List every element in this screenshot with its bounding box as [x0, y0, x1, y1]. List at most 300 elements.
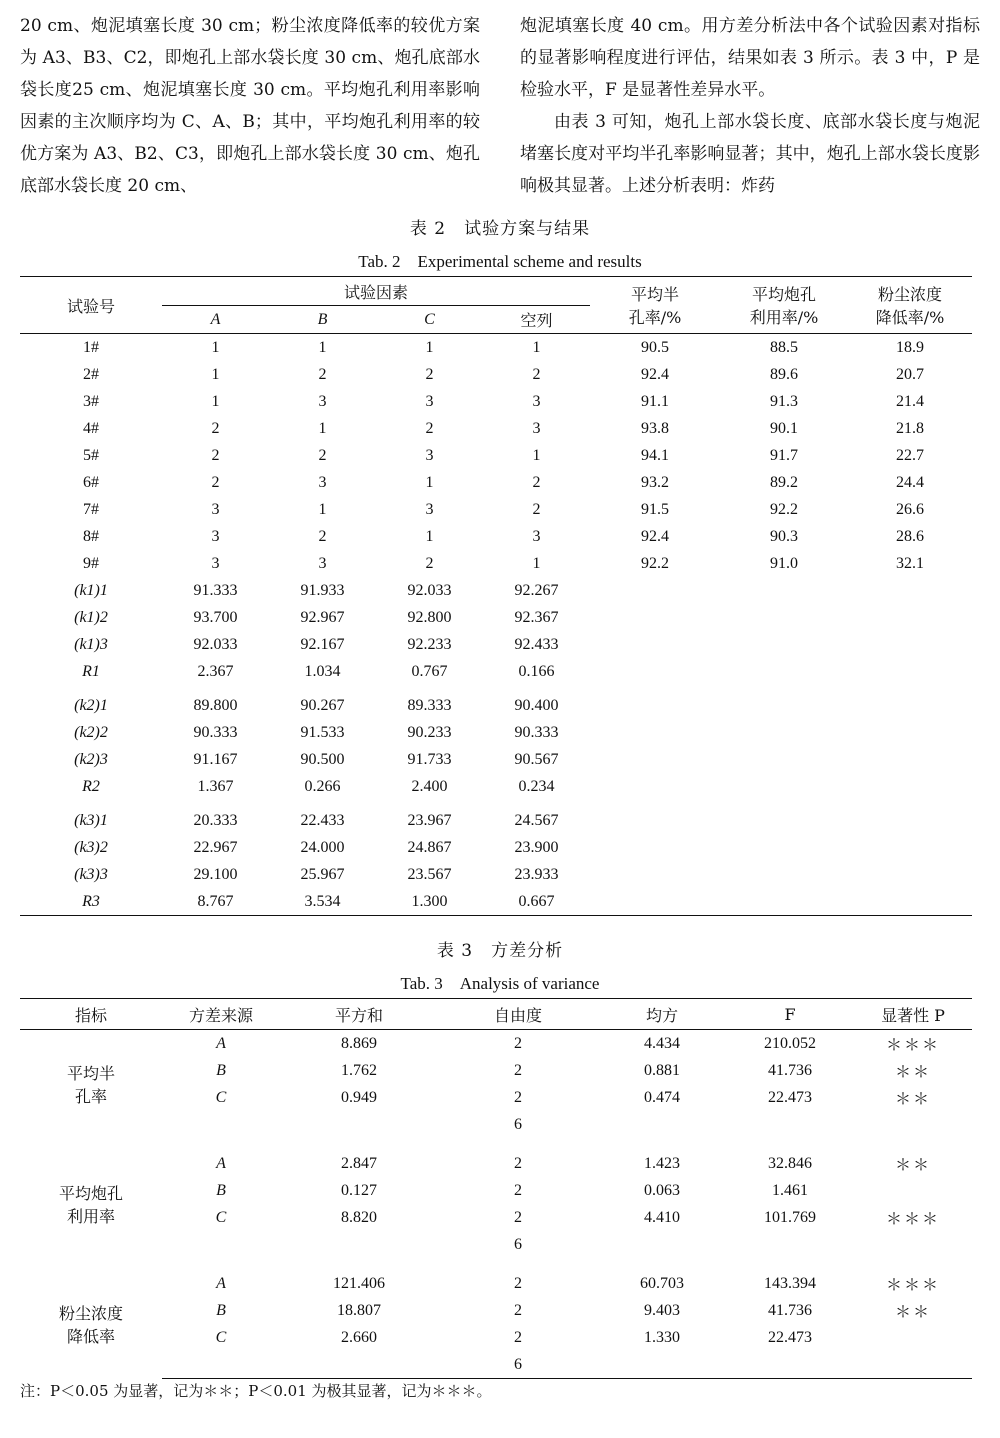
stat-value: 92.033 [193, 635, 238, 653]
stat-value: 91.933 [300, 581, 345, 599]
table-row [20, 1138, 972, 1177]
empty-cell [848, 577, 972, 604]
header-dust-line1: 粉尘浓度 [877, 285, 942, 304]
table-row [20, 1231, 972, 1258]
cell: 1 [318, 500, 327, 518]
cell: 41.736 [768, 1301, 812, 1319]
stat-value: 91.533 [300, 723, 345, 741]
empty-cell [590, 746, 720, 773]
stat-value: 2.367 [197, 662, 234, 680]
header-util-line2: 利用率/% [749, 308, 819, 327]
cell: 89.2 [770, 473, 798, 491]
cell: 22.7 [896, 446, 924, 464]
cell: 28.6 [896, 527, 924, 545]
cell: 2 [425, 419, 434, 437]
cell: 2 [425, 365, 434, 383]
empty-cell [720, 631, 848, 658]
header-factor-b: B [269, 306, 376, 334]
cell: 22.473 [768, 1328, 812, 1346]
right-column [520, 10, 980, 202]
header-util-line1: 平均炮孔 [751, 285, 816, 304]
indicator-line1: 平均炮孔 [58, 1184, 123, 1203]
cell: 2 [532, 365, 541, 383]
variance-source: A [216, 1274, 226, 1292]
indicator-name [20, 1258, 162, 1379]
stat-label: (k2)3 [74, 750, 108, 768]
cell [726, 1231, 854, 1258]
empty-cell [590, 685, 720, 719]
empty-cell [590, 834, 720, 861]
cell: 1.330 [644, 1328, 680, 1346]
cell: 143.394 [764, 1274, 816, 1292]
stat-label: (k2)1 [74, 696, 108, 714]
stat-row [20, 577, 972, 604]
variance-source: C [215, 1208, 227, 1226]
stat-value: 89.333 [407, 696, 452, 714]
table-row [20, 388, 972, 415]
empty-cell [848, 861, 972, 888]
empty-cell [720, 719, 848, 746]
table3-header-6: 显著性 P [854, 999, 972, 1030]
empty-cell [590, 658, 720, 685]
empty-cell [720, 577, 848, 604]
cell [280, 1351, 438, 1379]
cell: 3 [318, 392, 327, 410]
cell: 91.0 [770, 554, 798, 572]
stat-value: 0.667 [483, 888, 590, 916]
empty-cell [720, 800, 848, 834]
cell: 2 [318, 527, 327, 545]
table3-header-1: 方差来源 [162, 999, 280, 1030]
trial-number: 6# [83, 473, 99, 491]
empty-cell [720, 861, 848, 888]
variance-source: A [216, 1034, 226, 1052]
header-factors: 试验因素 [162, 277, 590, 306]
cell: 21.8 [896, 419, 924, 437]
cell: 1.423 [644, 1154, 680, 1172]
table-row [20, 1351, 972, 1379]
cell: 92.4 [641, 527, 669, 545]
cell: 3 [532, 419, 541, 437]
cell: 3 [211, 500, 220, 518]
cell: 2 [532, 473, 541, 491]
trial-number: 7# [83, 500, 99, 518]
stat-value: 90.333 [193, 723, 238, 741]
stat-value: 92.967 [300, 608, 345, 626]
header-factor-c: C [376, 306, 483, 334]
cell: 1.461 [772, 1181, 808, 1199]
stat-value: 20.333 [193, 811, 238, 829]
stat-value: 8.767 [162, 888, 269, 916]
cell: 41.736 [768, 1061, 812, 1079]
trial-number: 5# [83, 446, 99, 464]
empty-cell [590, 719, 720, 746]
cell: 2 [318, 446, 327, 464]
table-row [20, 1324, 972, 1351]
trial-number: 4# [83, 419, 99, 437]
cell: 1 [318, 419, 327, 437]
empty-cell [848, 604, 972, 631]
stat-value: 0.166 [518, 662, 555, 680]
cell: 6 [438, 1351, 598, 1379]
body-text [20, 0, 980, 205]
empty-cell [848, 658, 972, 685]
header-half-hole-rate [590, 277, 720, 334]
cell: 21.4 [896, 392, 924, 410]
significance: ＊＊ [894, 1091, 931, 1108]
left-column [20, 10, 480, 202]
cell: 3 [425, 392, 434, 410]
significance [854, 1231, 972, 1258]
cell [598, 1111, 726, 1138]
empty-cell [720, 685, 848, 719]
cell: 18.9 [896, 338, 924, 356]
table-row [20, 1111, 972, 1138]
cell [726, 1111, 854, 1138]
stat-value: 93.700 [193, 608, 238, 626]
header-factor-a: A [162, 306, 269, 334]
indicator-line2: 利用率 [66, 1207, 115, 1226]
cell: 32.1 [896, 554, 924, 572]
cell: 8.820 [341, 1208, 377, 1226]
cell: 1 [211, 392, 220, 410]
table3-header-4: 均方 [598, 999, 726, 1030]
cell: 1.762 [341, 1061, 377, 1079]
empty-cell [590, 888, 720, 916]
stat-value: 25.967 [300, 865, 345, 883]
empty-cell [590, 800, 720, 834]
table3-caption-zh: 表 3 方差分析 [436, 941, 564, 961]
cell: 1 [425, 338, 434, 356]
cell: 2 [514, 1181, 522, 1199]
cell [598, 1231, 726, 1258]
stat-value: 90.233 [407, 723, 452, 741]
cell: 90.3 [770, 527, 798, 545]
cell: 3 [425, 446, 434, 464]
indicator-line1: 粉尘浓度 [58, 1304, 123, 1324]
cell: 6 [514, 1235, 522, 1253]
stat-label: (k2)2 [74, 723, 108, 741]
stat-label: (k1)2 [74, 608, 108, 626]
stat-value: 90.333 [514, 723, 559, 741]
cell: 2 [425, 554, 434, 572]
cell: 2 [514, 1274, 522, 1292]
stat-label: (k3)2 [74, 838, 108, 856]
empty-cell [720, 888, 848, 916]
cell: 1 [425, 473, 434, 491]
table2-caption-en: Tab. 2 Experimental scheme and results [358, 252, 642, 271]
cell: 24.4 [896, 473, 924, 491]
table3-note: 注：P＜0.05 为显著，记为＊＊；P＜0.01 为极其显著，记为＊＊＊。 [20, 1382, 492, 1400]
cell: 3 [211, 527, 220, 545]
header-half-hole-line1: 平均半 [630, 285, 679, 304]
stat-row [20, 631, 972, 658]
cell: 3 [532, 527, 541, 545]
empty-cell [848, 800, 972, 834]
table-row [20, 442, 972, 469]
table-row [20, 1030, 972, 1058]
stat-label: R3 [20, 888, 162, 916]
indicator-line2: 孔率 [74, 1087, 107, 1106]
stat-label: (k1)1 [74, 581, 108, 599]
stat-row [20, 658, 972, 685]
stat-value: 29.100 [193, 865, 238, 883]
empty-cell [848, 746, 972, 773]
stat-row [20, 773, 972, 800]
empty-cell [848, 719, 972, 746]
table-row [20, 496, 972, 523]
significance: ＊＊ [894, 1157, 931, 1174]
empty-cell [848, 631, 972, 658]
stat-value: 24.867 [407, 838, 452, 856]
cell: 3 [425, 500, 434, 518]
trial-number: 1# [83, 338, 99, 356]
stat-value: 92.800 [407, 608, 452, 626]
header-dust-reduction [848, 277, 972, 334]
cell: 91.1 [641, 392, 669, 410]
stat-row [20, 888, 972, 916]
cell: 0.063 [644, 1181, 680, 1199]
table3-caption-en: Tab. 3 Analysis of variance [400, 974, 600, 993]
cell: 6 [514, 1115, 522, 1133]
empty-cell [848, 834, 972, 861]
table3-body [20, 1030, 972, 1379]
cell: 121.406 [333, 1274, 385, 1292]
stat-value: 23.967 [407, 811, 452, 829]
empty-cell [720, 834, 848, 861]
stat-value: 91.333 [193, 581, 238, 599]
stat-label: R1 [82, 662, 100, 680]
cell: 3 [532, 392, 541, 410]
stat-label: (k3)1 [74, 811, 108, 829]
cell: 0.474 [644, 1088, 680, 1106]
cell: 92.4 [641, 365, 669, 383]
cell: 2 [211, 446, 220, 464]
table3-header-5: F [726, 999, 854, 1030]
cell: 1 [425, 527, 434, 545]
empty-cell [720, 773, 848, 800]
variance-source: A [216, 1154, 226, 1172]
cell: 2 [211, 419, 220, 437]
cell: 9.403 [644, 1301, 680, 1319]
cell: 91.7 [770, 446, 798, 464]
stat-value: 3.534 [269, 888, 376, 916]
table2 [20, 276, 972, 916]
table-row [20, 1204, 972, 1231]
cell: 1 [532, 446, 541, 464]
stat-row [20, 604, 972, 631]
table2-caption-zh: 表 2 试验方案与结果 [409, 219, 591, 239]
stat-value: 23.933 [514, 865, 559, 883]
cell: 91.3 [770, 392, 798, 410]
cell: 2 [514, 1208, 522, 1226]
empty-cell [848, 773, 972, 800]
variance-source: C [215, 1088, 227, 1106]
trial-number: 9# [83, 554, 99, 572]
table3 [20, 998, 972, 1379]
cell: 93.8 [641, 419, 669, 437]
stat-value: 1.367 [197, 777, 234, 795]
variance-source [162, 1351, 280, 1379]
cell: 2 [514, 1088, 522, 1106]
cell: 92.2 [770, 500, 798, 518]
stat-label: R2 [82, 777, 100, 795]
cell: 8.869 [341, 1034, 377, 1052]
stat-value: 24.567 [514, 811, 559, 829]
cell: 94.1 [641, 446, 669, 464]
table-row [20, 1057, 972, 1084]
cell: 60.703 [640, 1274, 684, 1292]
significance [854, 1324, 972, 1351]
stat-value: 89.800 [193, 696, 238, 714]
variance-source: B [216, 1301, 226, 1319]
trial-number: 3# [83, 392, 99, 410]
stat-value: 0.234 [518, 777, 555, 795]
table3-header-2: 平方和 [280, 999, 438, 1030]
cell: 2 [514, 1328, 522, 1346]
right-paragraph-1: 炮泥填塞长度 40 cm。用方差分析法中各个试验因素对指标的显著影响程度进行评估，结果如表 3 所示。表 3 中，P 是检验水平，F 是显著性差异水平。 [520, 16, 980, 100]
cell: 2 [514, 1061, 522, 1079]
stat-label: (k3)3 [74, 865, 108, 883]
stat-row [20, 800, 972, 834]
table2-body [20, 334, 972, 916]
stat-value: 91.167 [193, 750, 238, 768]
cell: 26.6 [896, 500, 924, 518]
cell: 0.127 [341, 1181, 377, 1199]
stat-value: 0.266 [304, 777, 341, 795]
cell: 20.7 [896, 365, 924, 383]
cell: 2 [318, 365, 327, 383]
table-row [20, 1177, 972, 1204]
stat-value: 23.567 [407, 865, 452, 883]
cell: 4.410 [644, 1208, 680, 1226]
stat-value: 90.267 [300, 696, 345, 714]
stat-value: 91.733 [407, 750, 452, 768]
stat-value: 92.233 [407, 635, 452, 653]
empty-cell [590, 861, 720, 888]
significance: ＊＊＊ [885, 1277, 940, 1294]
stat-value: 92.367 [514, 608, 559, 626]
cell: 1 [211, 365, 220, 383]
stat-value: 1.300 [376, 888, 483, 916]
cell: 93.2 [641, 473, 669, 491]
stat-row [20, 719, 972, 746]
cell: 3 [318, 473, 327, 491]
table3-header-0: 指标 [20, 999, 162, 1030]
stat-value: 22.433 [300, 811, 345, 829]
table-row [20, 1258, 972, 1297]
empty-cell [848, 685, 972, 719]
cell: 4.434 [644, 1034, 680, 1052]
stat-value: 90.567 [514, 750, 559, 768]
header-dust-line2: 降低率/% [875, 308, 945, 327]
cell [726, 1351, 854, 1379]
cell: 18.807 [337, 1301, 381, 1319]
empty-cell [590, 577, 720, 604]
variance-source: B [216, 1181, 226, 1199]
stat-value: 0.767 [411, 662, 448, 680]
stat-value: 23.900 [514, 838, 559, 856]
significance: ＊＊＊ [885, 1211, 940, 1228]
cell: 90.1 [770, 419, 798, 437]
table3-header-row [20, 999, 972, 1030]
cell [280, 1231, 438, 1258]
indicator-name [20, 1030, 162, 1139]
cell: 32.846 [768, 1154, 812, 1172]
cell: 3 [318, 554, 327, 572]
stat-value: 24.000 [300, 838, 345, 856]
cell [280, 1111, 438, 1138]
stat-value: 90.400 [514, 696, 559, 714]
stat-value: 92.167 [300, 635, 345, 653]
table-row [20, 1297, 972, 1324]
header-utilization [720, 277, 848, 334]
variance-source [162, 1231, 280, 1258]
stat-value: 2.400 [411, 777, 448, 795]
cell: 2 [211, 473, 220, 491]
cell: 2 [514, 1301, 522, 1319]
empty-cell [848, 888, 972, 916]
cell: 0.881 [644, 1061, 680, 1079]
stat-value: 1.034 [304, 662, 341, 680]
stat-value: 92.433 [514, 635, 559, 653]
significance: ＊＊ [894, 1304, 931, 1321]
trial-number: 2# [83, 365, 99, 383]
table-row [20, 415, 972, 442]
empty-cell [590, 604, 720, 631]
table-row [20, 550, 972, 577]
variance-source [162, 1111, 280, 1138]
empty-cell [720, 658, 848, 685]
variance-source: B [216, 1061, 226, 1079]
cell: 210.052 [764, 1034, 816, 1052]
significance [854, 1351, 972, 1379]
cell: 2 [514, 1034, 522, 1052]
empty-cell [590, 631, 720, 658]
cell: 2.660 [341, 1328, 377, 1346]
trial-number: 8# [83, 527, 99, 545]
cell: 22.473 [768, 1088, 812, 1106]
cell: 89.6 [770, 365, 798, 383]
cell: 91.5 [641, 500, 669, 518]
table-row [20, 469, 972, 496]
stat-row [20, 861, 972, 888]
stat-row [20, 685, 972, 719]
variance-source: C [215, 1328, 227, 1346]
right-paragraph-2: 由表 3 可知，炮孔上部水袋长度、底部水袋长度与炮泥堵塞长度对平均半孔率影响显著；其中，炮孔上部水袋长度影响极其显著。上述分析表明：炸药 [520, 112, 980, 196]
cell: 101.769 [764, 1208, 816, 1226]
cell: 90.5 [641, 338, 669, 356]
header-empty-column: 空列 [483, 306, 590, 334]
indicator-line2: 降低率 [66, 1327, 115, 1347]
table3-header-3: 自由度 [438, 999, 598, 1030]
table-row [20, 523, 972, 550]
cell: 2 [532, 500, 541, 518]
cell: 2.847 [341, 1154, 377, 1172]
table-row [20, 334, 972, 362]
indicator-line1: 平均半 [66, 1064, 115, 1083]
cell: 88.5 [770, 338, 798, 356]
significance: ＊＊＊ [885, 1037, 940, 1054]
table-row [20, 361, 972, 388]
empty-cell [590, 773, 720, 800]
cell: 2 [514, 1154, 522, 1172]
significance [854, 1111, 972, 1138]
stat-value: 92.267 [514, 581, 559, 599]
cell: 1 [211, 338, 220, 356]
empty-cell [720, 604, 848, 631]
stat-row [20, 746, 972, 773]
